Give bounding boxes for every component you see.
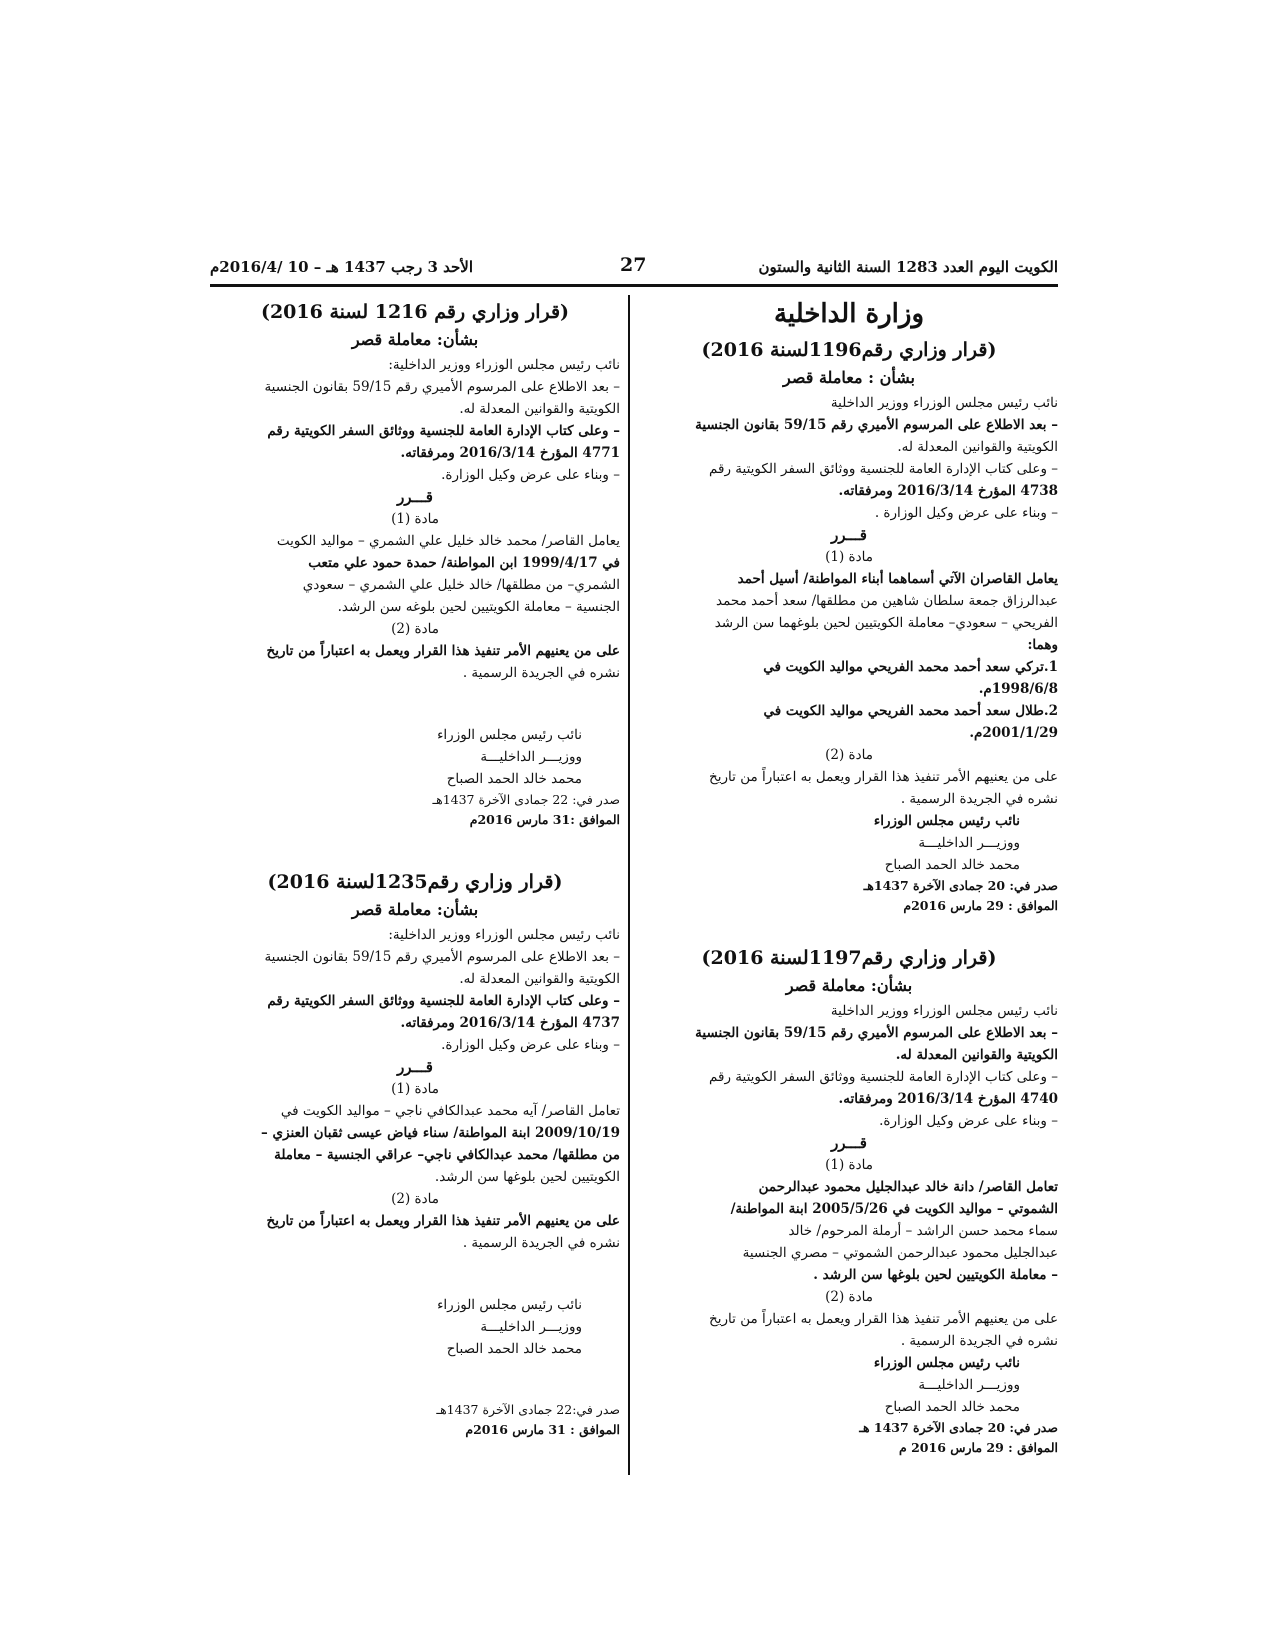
article-line: يعامل القاصر/ محمد خالد خليل علي الشمري – مواليد الكويت (276, 533, 620, 549)
article-line: على من يعنيهم الأمر تنفيذ هذا القرار ويعمل به اعتباراً من تاريخ (266, 1213, 620, 1229)
article-line: نشره في الجريدة الرسمية . (462, 665, 620, 681)
signature-line: ووزيـــر الداخليـــة (918, 1377, 1020, 1393)
preamble-line: نائب رئيس مجلس الوزراء ووزير الداخلية (830, 395, 1058, 411)
preamble-line: نائب رئيس مجلس الوزراء ووزير الداخلية: (388, 357, 620, 373)
preamble-line: 4737 المؤرخ 2016/3/14 ومرفقاته. (400, 1015, 620, 1031)
header-issue-info: الكويت اليوم العدد 1283 السنة الثانية والستون (758, 258, 1058, 276)
article-heading: مادة (1) (825, 1157, 873, 1173)
decree-title: (قرار وزاري رقم1235لسنة 2016) (267, 871, 563, 893)
preamble-line: – وبناء على عرض وكيل الوزارة. (441, 467, 620, 483)
preamble-line: الكويتية والقوانين المعدلة له. (459, 971, 620, 987)
article-line: الكويتيين لحين بلوغها سن الرشد. (434, 1169, 620, 1185)
corresponding-date: الموافق : 29 مارس 2016 م (899, 1440, 1058, 1455)
preamble-line: – وعلى كتاب الإدارة العامة للجنسية ووثائق السفر الكويتية رقم (267, 993, 620, 1009)
article-heading: مادة (1) (825, 549, 873, 565)
preamble-line: – وبناء على عرض وكيل الوزارة. (441, 1037, 620, 1053)
article-line: نشره في الجريدة الرسمية . (900, 791, 1058, 807)
article-line: يعامل القاصران الآتي أسماهما أبناء المواطنة/ أسيل أحمد (737, 571, 1058, 587)
decided-label: قـــرر (397, 488, 433, 506)
preamble-line: – بعد الاطلاع على المرسوم الأميري رقم 59/15 بقانون الجنسية (264, 379, 620, 395)
decided-label: قـــرر (397, 1058, 433, 1076)
signature-line: نائب رئيس مجلس الوزراء (873, 813, 1020, 829)
preamble-line: – بعد الاطلاع على المرسوم الأميري رقم 59/15 بقانون الجنسية (695, 417, 1058, 433)
left-column (210, 296, 620, 1440)
preamble-line: – بعد الاطلاع على المرسوم الأميري رقم 59/15 بقانون الجنسية (264, 949, 620, 965)
decree-1235 (210, 868, 620, 1440)
preamble-line: – وعلى كتاب الإدارة العامة للجنسية ووثائق السفر الكويتية رقم (709, 461, 1058, 477)
article-line: 2.طلال سعد أحمد محمد الفريحي مواليد الكويت في (763, 703, 1058, 719)
header-date: الأحد 3 رجب 1437 هـ – 10 /2016/4م (210, 258, 474, 276)
decree-subject: بشأن : معاملة قصر (783, 368, 915, 387)
article-heading: مادة (2) (825, 1289, 873, 1305)
article-line: نشره في الجريدة الرسمية . (900, 1333, 1058, 1349)
signature-line: ووزيـــر الداخليـــة (480, 749, 582, 765)
preamble-line: 4738 المؤرخ 2016/3/14 ومرفقاته. (838, 483, 1058, 499)
article-line: تعامل القاصر/ آيه محمد عبدالكافي ناجي – مواليد الكويت في (280, 1103, 620, 1119)
article-line: عبدالجليل محمود عبدالرحمن الشموتي – مصري الجنسية (742, 1245, 1058, 1261)
signature-line: ووزيـــر الداخليـــة (918, 835, 1020, 851)
corresponding-date: الموافق : 29 مارس 2016م (903, 898, 1058, 913)
article-line: الجنسية – معاملة الكويتيين لحين بلوغه سن الرشد. (337, 599, 620, 615)
article-heading: مادة (2) (391, 621, 439, 637)
article-line: الفريحي – سعودي– معاملة الكويتيين لحين بلوغهما سن الرشد (714, 615, 1058, 631)
article-line: الشمري– من مطلقها/ خالد خليل علي الشمري – سعودي (302, 577, 620, 593)
preamble-line: نائب رئيس مجلس الوزراء ووزير الداخلية: (388, 927, 620, 943)
article-line: وهما: (1027, 637, 1058, 653)
signature-line: نائب رئيس مجلس الوزراء (873, 1355, 1020, 1371)
signature-line: محمد خالد الحمد الصباح (446, 1341, 582, 1357)
article-line: الشموتي – مواليد الكويت في 2005/5/26 ابنة المواطنة/ (730, 1201, 1058, 1217)
corresponding-date: الموافق : 31 مارس 2016م (465, 1422, 620, 1437)
signature-line: محمد خالد الحمد الصباح (884, 1399, 1020, 1415)
decree-subject: بشأن: معاملة قصر (785, 976, 913, 995)
right-column (640, 296, 1058, 1458)
column-divider (628, 295, 630, 1475)
article-heading: مادة (1) (391, 511, 439, 527)
article-heading: مادة (1) (391, 1081, 439, 1097)
preamble-line: – وعلى كتاب الإدارة العامة للجنسية ووثائق السفر الكويتية رقم (267, 423, 620, 439)
article-line: على من يعنيهم الأمر تنفيذ هذا القرار ويعمل به اعتباراً من تاريخ (709, 1311, 1058, 1327)
signature-line: محمد خالد الحمد الصباح (884, 857, 1020, 873)
header-rule (210, 284, 1058, 287)
article-line: 1998/6/8م. (978, 681, 1058, 697)
article-line: – معاملة الكويتيين لحين بلوغها سن الرشد . (813, 1267, 1058, 1283)
article-heading: مادة (2) (825, 747, 873, 763)
article-heading: مادة (2) (391, 1191, 439, 1207)
preamble-line: – بعد الاطلاع على المرسوم الأميري رقم 59/15 بقانون الجنسية (695, 1025, 1058, 1041)
decree-subject: بشأن: معاملة قصر (351, 900, 479, 919)
signature-line: ووزيـــر الداخليـــة (480, 1319, 582, 1335)
decree-title: (قرار وزاري رقم1196لسنة 2016) (701, 339, 997, 361)
decided-label: قـــرر (831, 1134, 867, 1152)
article-line: تعامل القاصر/ دانة خالد عبدالجليل محمود عبدالرحمن (758, 1179, 1058, 1195)
issue-date: صدر في:22 جمادى الآخرة 1437هـ (436, 1402, 620, 1417)
preamble-line: الكويتية والقوانين المعدلة له. (897, 439, 1058, 455)
decree-title: (قرار وزاري رقم 1216 لسنة 2016) (260, 301, 570, 323)
article-line: سماء محمد حسن الراشد – أرملة المرحوم/ خالد (788, 1223, 1058, 1239)
issue-date: صدر في: 22 جمادى الآخرة 1437هـ (432, 792, 620, 807)
article-line: على من يعنيهم الأمر تنفيذ هذا القرار ويعمل به اعتباراً من تاريخ (266, 643, 620, 659)
signature-line: نائب رئيس مجلس الوزراء (437, 727, 582, 743)
decree-subject: بشأن: معاملة قصر (351, 330, 479, 349)
preamble-line: 4771 المؤرخ 2016/3/14 ومرفقاته. (400, 445, 620, 461)
preamble-line: 4740 المؤرخ 2016/3/14 ومرفقاته. (838, 1091, 1058, 1107)
preamble-line: – وبناء على عرض وكيل الوزارة. (879, 1113, 1058, 1129)
preamble-line: – وبناء على عرض وكيل الوزارة . (874, 505, 1058, 521)
decree-1197 (640, 944, 1058, 1458)
article-line: نشره في الجريدة الرسمية . (462, 1235, 620, 1251)
article-line: 1.تركي سعد أحمد محمد الفريحي مواليد الكويت في (763, 659, 1058, 675)
article-line: على من يعنيهم الأمر تنفيذ هذا القرار ويعمل به اعتباراً من تاريخ (709, 769, 1058, 785)
issue-date: صدر في: 20 جمادى الآخرة 1437هـ (863, 878, 1058, 893)
page-header (210, 254, 1058, 280)
article-line: 2001/1/29م. (969, 725, 1058, 741)
preamble-line: نائب رئيس مجلس الوزراء ووزير الداخلية (830, 1003, 1058, 1019)
preamble-line: – وعلى كتاب الإدارة العامة للجنسية ووثائق السفر الكويتية رقم (709, 1069, 1058, 1085)
page-number: 27 (620, 254, 647, 276)
decree-title: (قرار وزاري رقم1197لسنة 2016) (701, 947, 997, 969)
signature-line: محمد خالد الحمد الصباح (446, 771, 582, 787)
corresponding-date: الموافق :31 مارس 2016م (469, 812, 620, 827)
preamble-line: الكويتية والقوانين المعدلة له. (895, 1047, 1058, 1063)
decree-1196 (640, 336, 1058, 916)
decided-label: قـــرر (831, 526, 867, 544)
issue-date: صدر في: 20 جمادى الآخرة 1437 هـ (859, 1420, 1058, 1435)
article-line: 2009/10/19 ابنة المواطنة/ سناء فياض عيسى ثقبان العنزي – (261, 1125, 620, 1141)
ministry-title: وزارة الداخلية (773, 299, 925, 329)
article-line: من مطلقها/ محمد عبدالكافي ناجي– عراقي الجنسية – معاملة (274, 1147, 620, 1163)
article-line: عبدالرزاق جمعة سلطان شاهين من مطلقها/ سعد أحمد محمد (715, 593, 1058, 609)
article-line: في 1999/4/17 ابن المواطنة/ حمدة حمود علي متعب (308, 555, 620, 571)
signature-line: نائب رئيس مجلس الوزراء (437, 1297, 582, 1313)
preamble-line: الكويتية والقوانين المعدلة له. (459, 401, 620, 417)
decree-1216 (210, 298, 620, 830)
